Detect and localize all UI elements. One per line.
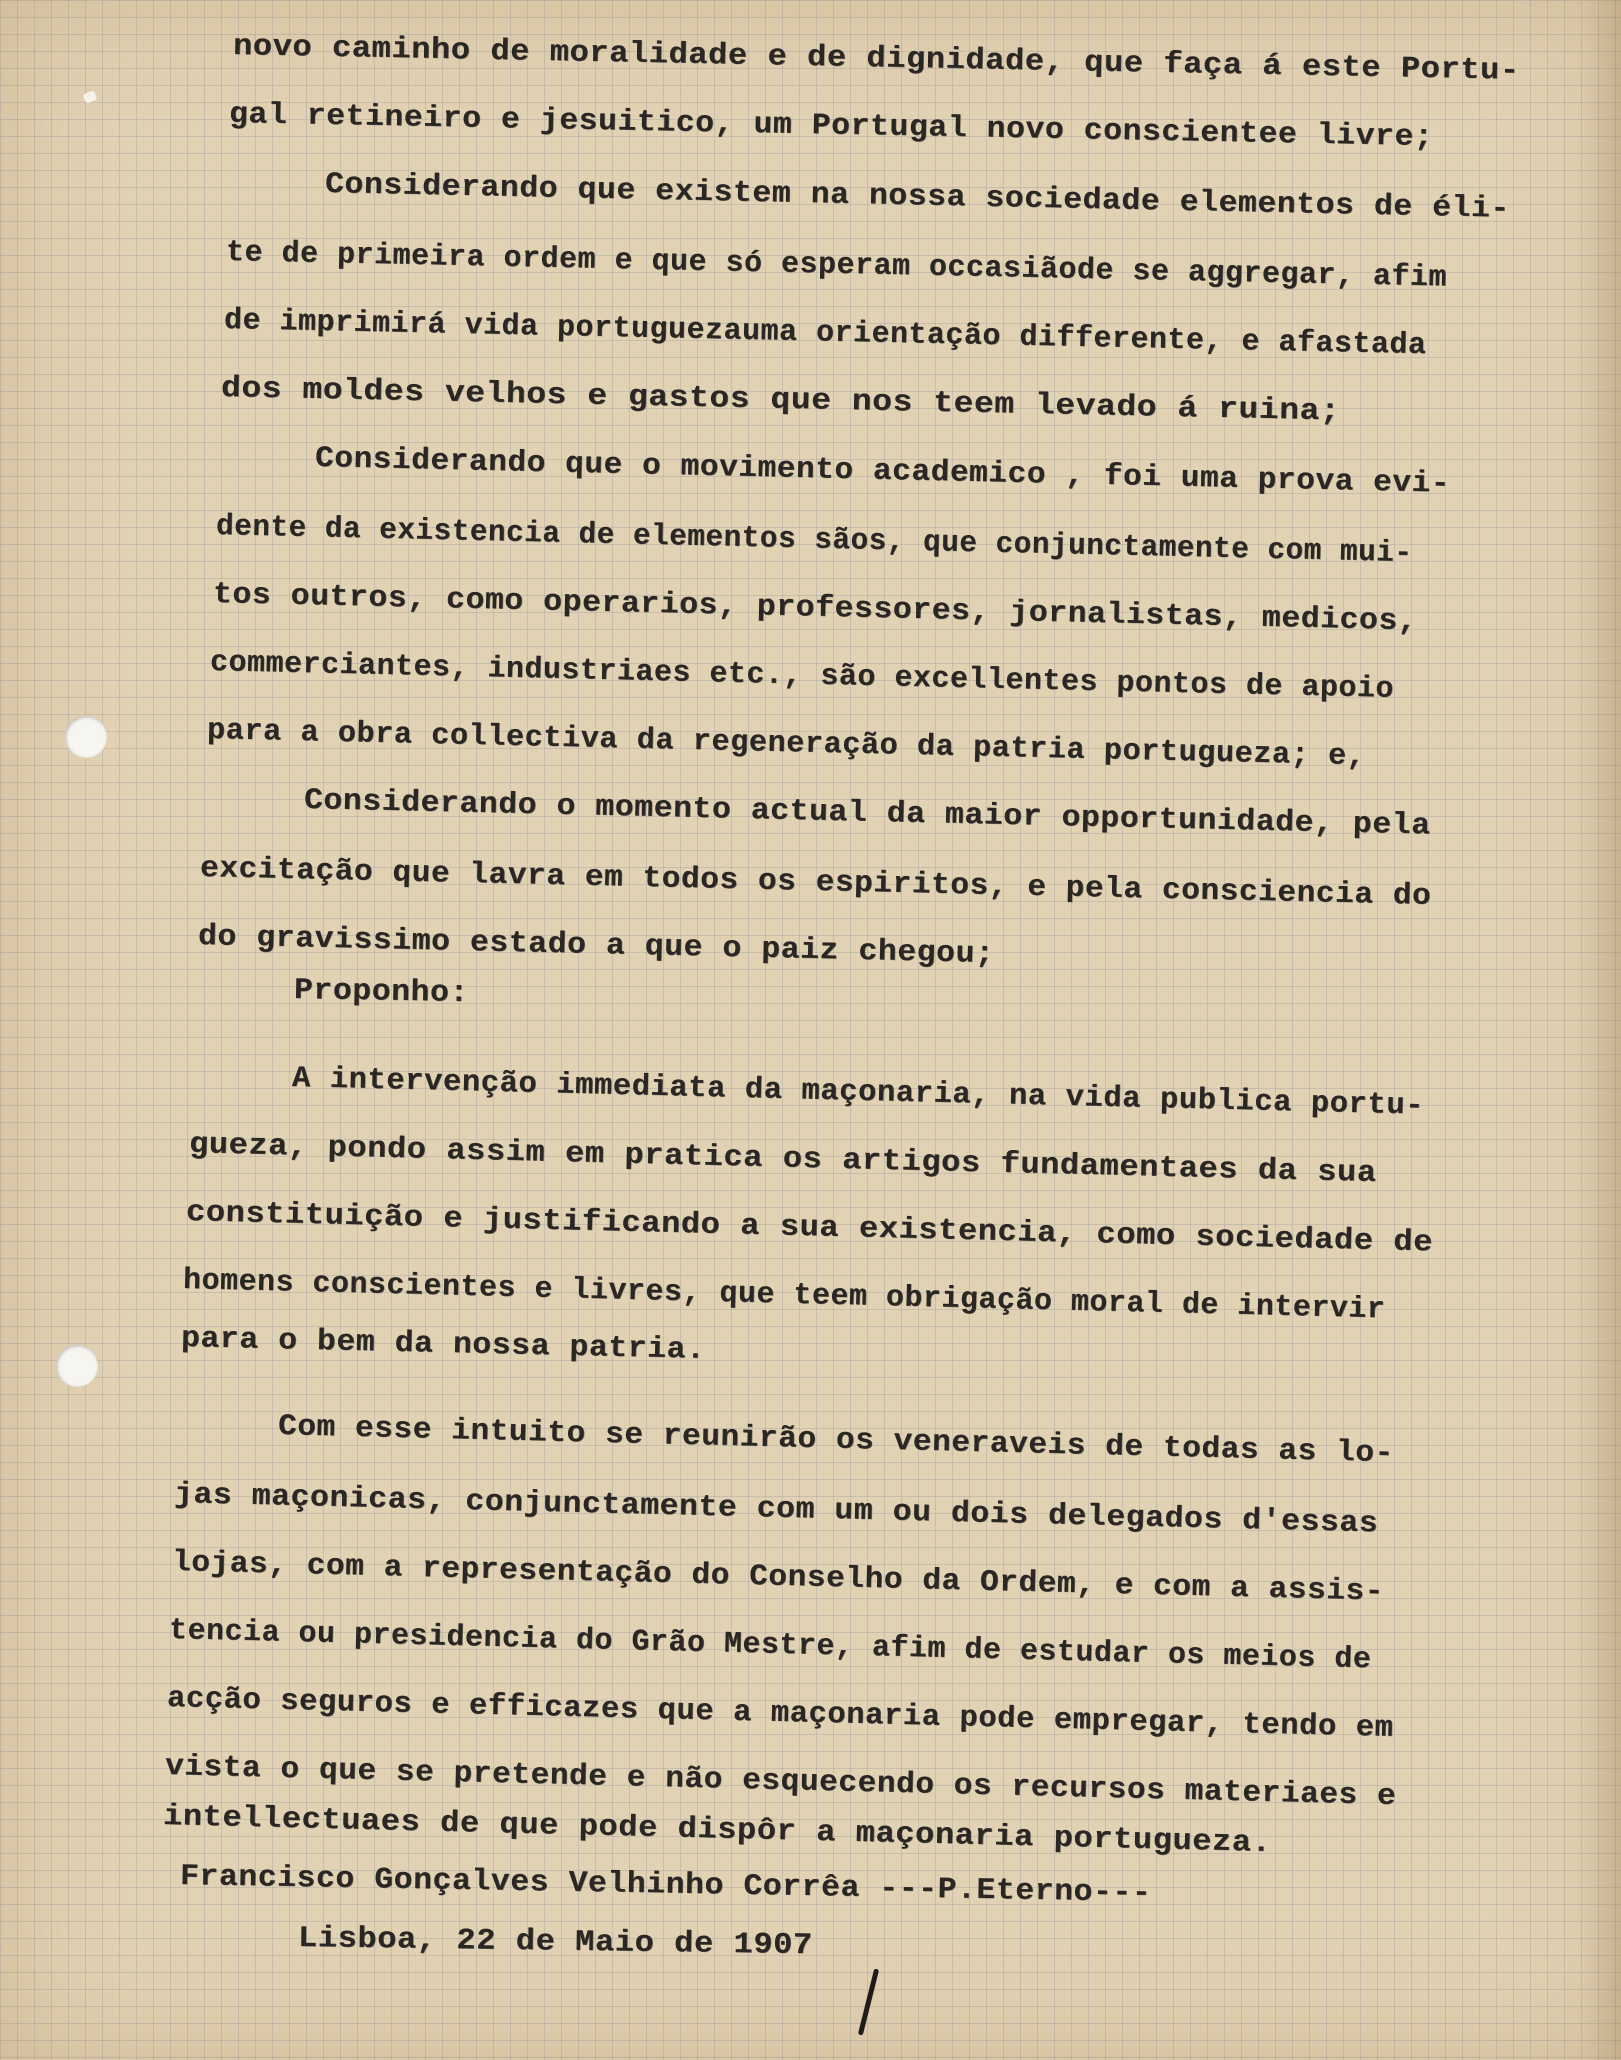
text-line: intellectuaes de que pode dispôr a maçonaria portugueza. (162, 1800, 1272, 1862)
text-line: commerciantes, industriaes etc., são excellentes pontos de apoio (209, 646, 1395, 707)
text-line: Proponho: (293, 974, 470, 1012)
text-line: gueza, pondo assim em pratica os artigos fundamentaes da sua (188, 1128, 1377, 1192)
place-date-line: Lisboa, 22 de Maio de 1907 (297, 1922, 813, 1964)
text-line: novo caminho de moralidade e de dignidade, que faça á este Portu- (232, 30, 1520, 89)
text-line: acção seguros e efficazes que a maçonaria pode empregar, tendo em (166, 1682, 1394, 1746)
text-line: vista o que se pretende e não esquecendo os recursos materiaes e (164, 1750, 1397, 1815)
text-line: dos moldes velhos e gastos que nos teem levado á ruina; (220, 372, 1341, 430)
text-line: Considerando que o movimento academico , foi uma prova evi- (314, 442, 1451, 502)
text-line: A intervenção immediata da maçonaria, na vida publica portu- (291, 1062, 1425, 1124)
text-line: do gravissimo estado a que o paiz chegou; (197, 920, 995, 973)
signature-line: Francisco Gonçalves Velhinho Corrêa ---P.Eterno--- (179, 1860, 1152, 1911)
text-line: para o bem da nossa patria. (180, 1322, 706, 1368)
text-line: constituição e justificando a sua existencia, como sociedade de (185, 1196, 1434, 1261)
text-line: homens conscientes e livres, que teem obrigação moral de intervir (182, 1264, 1386, 1328)
text-line: lojas, com a representação do Conselho da Ordem, e com a assis- (171, 1546, 1385, 1610)
text-line: Com esse intuito se reunirão os veneraveis de todas as lo- (277, 1410, 1395, 1472)
text-line: de imprimirá vida portuguezauma orientação differente, e afastada (223, 304, 1427, 364)
text-line: Considerando que existem na nossa sociedade elementos de éli- (324, 168, 1511, 227)
text-line: tencia ou presidencia do Grão Mestre, afim de estudar os meios de (168, 1614, 1372, 1678)
text-line: Considerando o momento actual da maior opportunidade, pela (303, 784, 1431, 844)
text-line: gal retineiro e jesuitico, um Portugal novo conscientee livre; (228, 98, 1434, 156)
text-line: jas maçonicas, conjunctamente com um ou dois delegados d'essas (173, 1478, 1379, 1542)
text-line: te de primeira ordem e que só esperam occasiãode se aggregar, afim (225, 236, 1448, 296)
text-line: dente da existencia de elementos sãos, que conjunctamente com mui- (215, 510, 1413, 572)
text-line: tos outros, como operarios, professores, jornalistas, medicos, (212, 578, 1418, 640)
text-line: para a obra collectiva da regeneração da patria portugueza; e, (206, 714, 1366, 775)
text-line: excitação que lavra em todos os espiritos, e pela consciencia do (199, 852, 1432, 914)
